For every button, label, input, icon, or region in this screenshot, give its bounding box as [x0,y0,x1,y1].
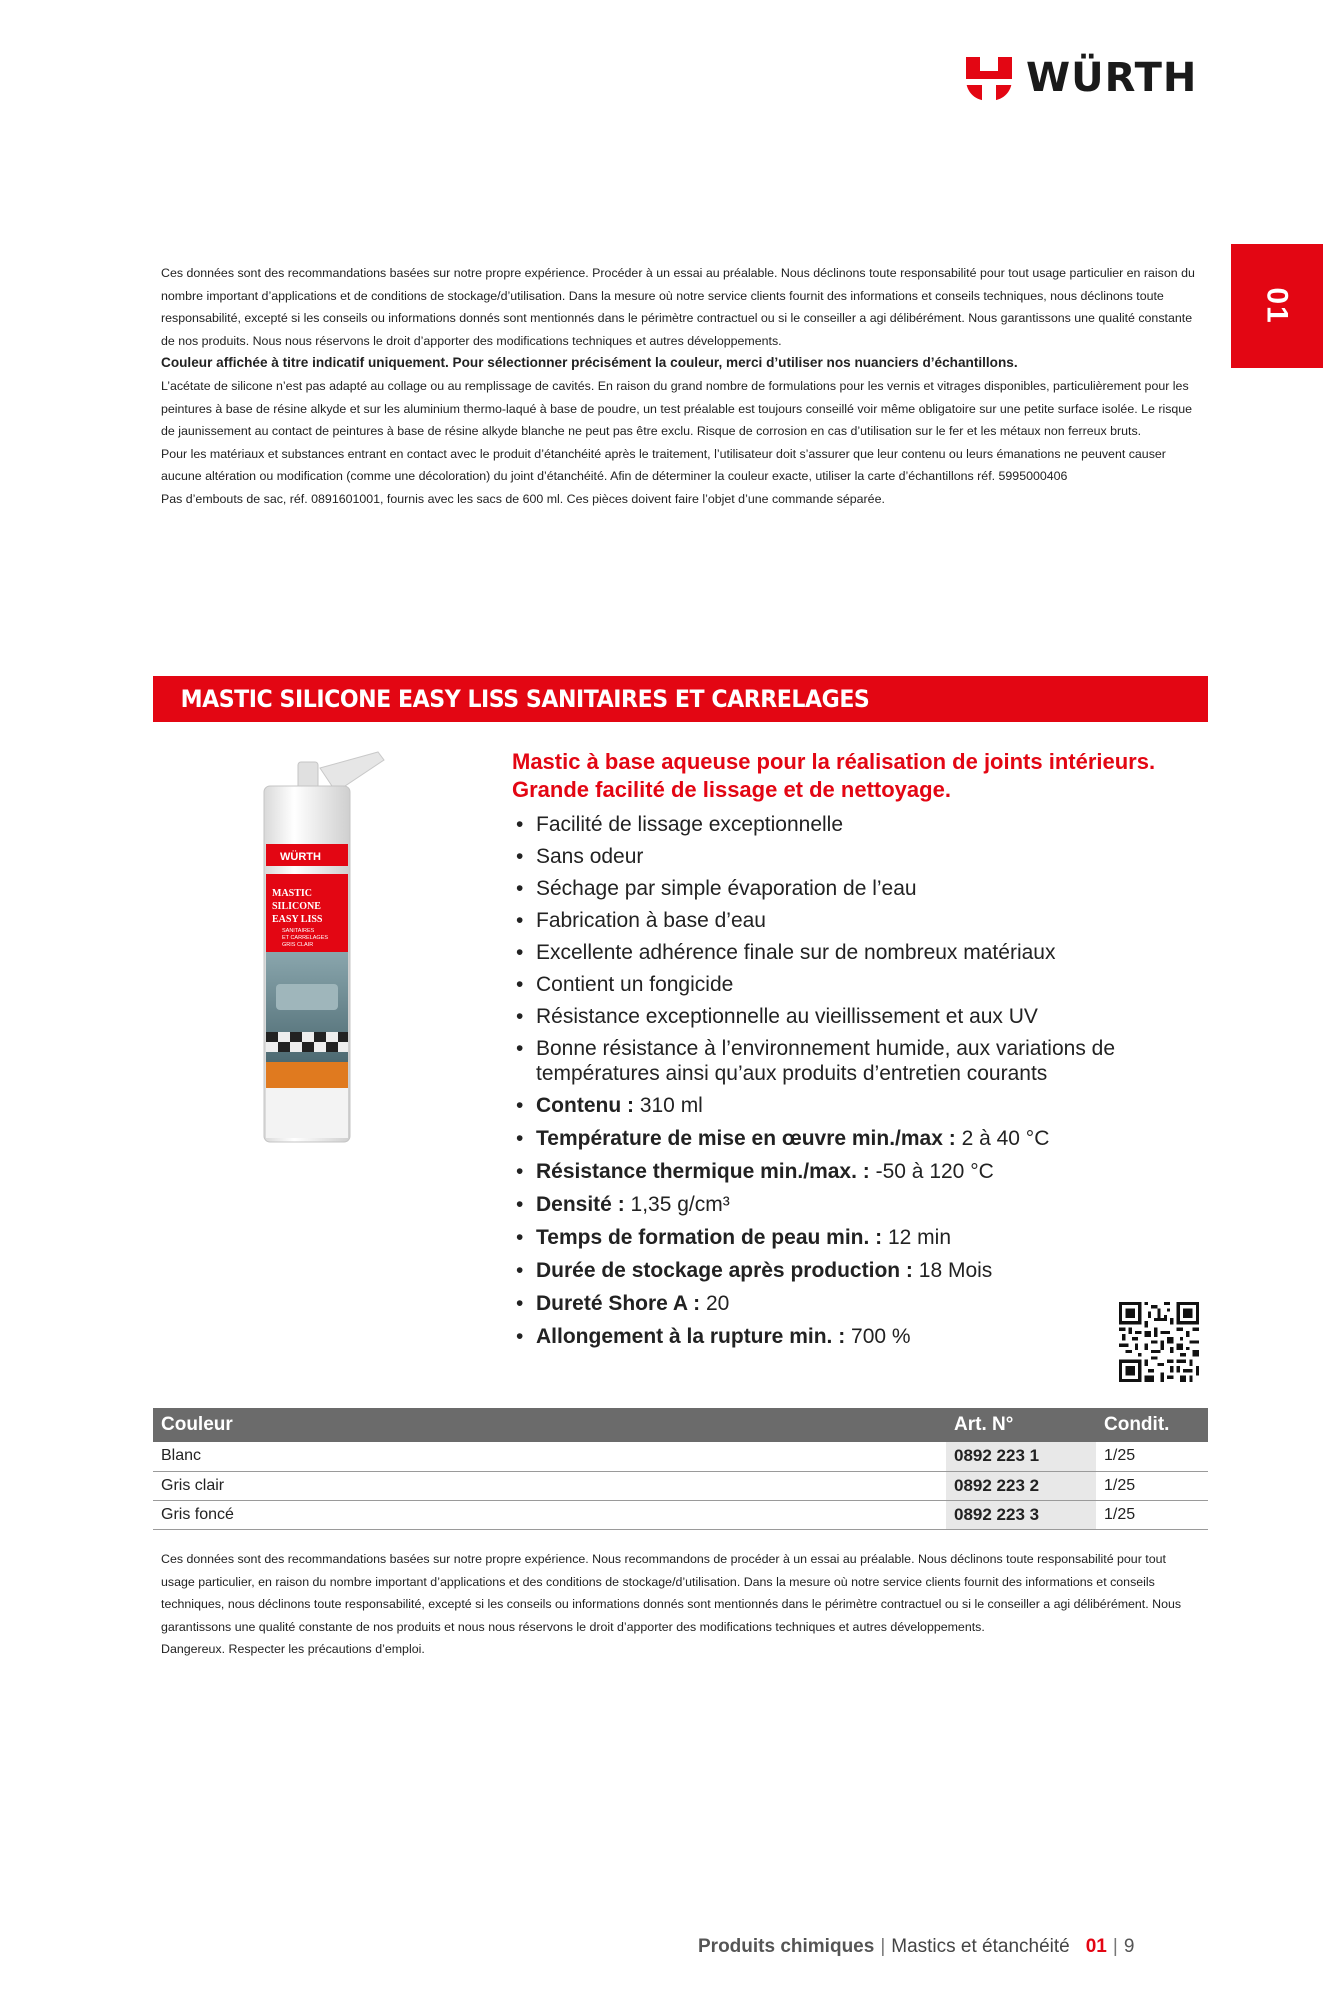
spec-item-contenu [514,1093,1134,1118]
spec-label: Densité : [536,1193,625,1216]
cell-condit: 1/25 [1096,1442,1208,1471]
spec-value: 1,35 g/cm³ [624,1193,730,1216]
spec-label: Temps de formation de peau min. : [536,1226,883,1249]
footer-section: Mastics et étanchéité [891,1936,1070,1957]
feature-item: • Résistance exceptionnelle au vieillissement et aux UV [514,1004,1134,1029]
spec-value: 20 [700,1292,730,1315]
spec-value: -50 à 120 °C [869,1160,994,1183]
wurth-logo-mark-icon [964,53,1014,103]
materials-notice: Pour les matériaux et substances entrant en contact avec le produit d’étanchéité après le traitement, l’utilisateur doit s’assurer que leur contenu ou leurs émanations ne peuvent causer aucune altération ou modification (comme une décoloration) du joint d’étanchéité. Afin de déterminer la couleur exacte, utiliser la carte d’échantillons réf. 5995000406 [161,446,1166,484]
table-row [153,1500,1208,1529]
color-notice: Couleur affichée à titre indicatif uniquement. Pour sélectionner précisément la couleur, merci d’utiliser nos nuanciers d’échantillons. [161,355,1018,371]
chapter-number: 01 [1261,287,1294,325]
spec-item-skin-time [514,1225,1134,1250]
spec-item-density [514,1192,1134,1217]
spec-value: 12 min [882,1226,952,1249]
cell-color: Gris foncé [153,1500,946,1529]
bottom-disclaimer [161,1548,1201,1661]
feature-item: • Sans odeur [514,844,1134,869]
cartridge-label-line: EASY LISS [272,914,323,925]
spec-item-thermal-resistance [514,1159,1134,1184]
spec-value: 18 Mois [912,1259,993,1282]
spec-value: 310 ml [633,1094,703,1117]
wurth-logo [964,52,1197,104]
page-footer [698,1936,1134,1958]
spec-item-temperature [514,1126,1134,1151]
feature-item: • Contient un fongicide [514,972,1134,997]
article-table [153,1408,1208,1530]
footer-page-separator: | [1112,1936,1118,1957]
footer-separator: | [880,1936,886,1957]
product-subtitle: Mastic à base aqueuse pour la réalisation de joints intérieurs. Grande facilité de lissage et de nettoyage. [512,749,1156,802]
cell-color: Blanc [153,1442,946,1471]
table-row [153,1471,1208,1500]
cartridge-label-line: SANITAIRES [282,928,315,934]
table-row [153,1442,1208,1471]
spec-label: Durée de stockage après production : [536,1259,913,1282]
product-title: MASTIC SILICONE EASY LISS SANITAIRES ET CARRELAGES [180,685,870,713]
cell-condit: 1/25 [1096,1500,1208,1529]
feature-list [514,812,1134,1357]
cell-art-no: 0892 223 3 [946,1500,1096,1529]
spec-label: Dureté Shore A : [536,1292,701,1315]
chapter-side-tab [1231,244,1323,368]
header-couleur: Couleur [153,1408,946,1442]
feature-item: • Facilité de lissage exceptionnelle [514,812,1134,837]
cartridge-label-line: GRIS CLAIR [282,942,314,948]
cartridge-label-line: ET CARRELAGES [282,935,329,941]
header-art-no: Art. N° [946,1408,1096,1442]
top-disclaimer [161,262,1201,511]
feature-item: • Excellente adhérence finale sur de nombreux matériaux [514,940,1134,965]
cell-art-no: 0892 223 1 [946,1442,1096,1471]
feature-item: • Fabrication à base d’eau [514,908,1134,933]
feature-item: • Bonne résistance à l’environnement humide, aux variations de températures ainsi qu’aux produits d’entretien courants [514,1036,1134,1086]
spec-item-shore [514,1291,1134,1316]
spec-label: Allongement à la rupture min. : [536,1325,846,1348]
spec-value: 700 % [845,1325,911,1348]
cell-condit: 1/25 [1096,1471,1208,1500]
danger-notice: Dangereux. Respecter les précautions d’emploi. [161,1642,425,1657]
header-condit: Condit. [1096,1408,1208,1442]
cartridge-label-line: MASTIC [272,888,313,899]
acetate-warning: L’acétate de silicone n’est pas adapté au collage ou au remplissage de cavités. En raison du grand nombre de formulations pour les vernis et vitrages disponibles, particulièrement pour les peintures à base de résine alkyde et sur les aluminium thermo-laqué à base de poudre, un test préalable est toujours conseillé voir même obligatoire sur une petite surface isolée. Le risque de jaunissement au contact de peintures à base de résine alkyde blanche ne peut pas être exclu. Risque de corrosion en cas d’utilisation sur le fer et les métaux non ferreux bruts. [161,378,1193,439]
spec-item-storage [514,1258,1134,1283]
cartridge-label-line: SILICONE [272,901,321,912]
footer-page-number: 9 [1123,1936,1135,1957]
spec-label: Résistance thermique min./max. : [536,1160,870,1183]
spec-item-elongation [514,1324,1134,1349]
spec-label: Température de mise en œuvre min./max : [536,1127,956,1150]
cell-art-no: 0892 223 2 [946,1471,1096,1500]
wurth-logo-text: WÜRTH [1026,55,1198,101]
feature-item: • Séchage par simple évaporation de l’eau [514,876,1134,901]
disclaimer-paragraph: Ces données sont des recommandations basées sur notre propre expérience. Nous recommandons de procéder à un essai au préalable. Nous déclinons toute responsabilité pour tout usage particulier, en raison du nombre important d’applications et des conditions de stockage/d’utilisation. Dans la mesure où notre service clients fournit des informations et conseils techniques, nous déclinons toute responsabilité, excepté si les conseils ou informations donnés sont mentionnés dans le périmètre contractuel ou si le conseiller a agi délibérément. Nous garantissons une qualité constante de nos produits et nous nous réservons le droit d’apporter des modifications techniques et autres développements. [161,1552,1182,1634]
product-title-bar [153,676,1208,722]
cell-color: Gris clair [153,1471,946,1500]
qr-code-icon[interactable] [1119,1302,1199,1382]
product-cartridge-image [252,748,388,1146]
cartridge-brand-label: WÜRTH [280,851,321,863]
spec-value: 2 à 40 °C [955,1127,1050,1150]
table-header-row [153,1408,1208,1442]
footer-chapter: 01 [1085,1936,1107,1957]
footer-category: Produits chimiques [698,1936,875,1957]
spec-label: Contenu : [536,1094,634,1117]
disclaimer-paragraph: Ces données sont des recommandations basées sur notre propre expérience. Procéder à un essai au préalable. Nous déclinons toute responsabilité pour tout usage particulier en raison du nombre important d’applications et de conditions de stockage/d’utilisation. Dans la mesure où notre service clients fournit des informations et conseils techniques, nous déclinons toute responsabilité, excepté si les conseils ou informations donnés sont mentionnés dans le périmètre contractuel ou si le conseiller a agi délibérément. Nous garantissons une qualité constante de nos produits. Nous nous réservons le droit d’apporter des modifications techniques et autres développements. [161,266,1195,348]
nozzle-notice: Pas d’embouts de sac, réf. 0891601001, fournis avec les sacs de 600 ml. Ces pièces doivent faire l’objet d’une commande séparée. [161,491,885,506]
